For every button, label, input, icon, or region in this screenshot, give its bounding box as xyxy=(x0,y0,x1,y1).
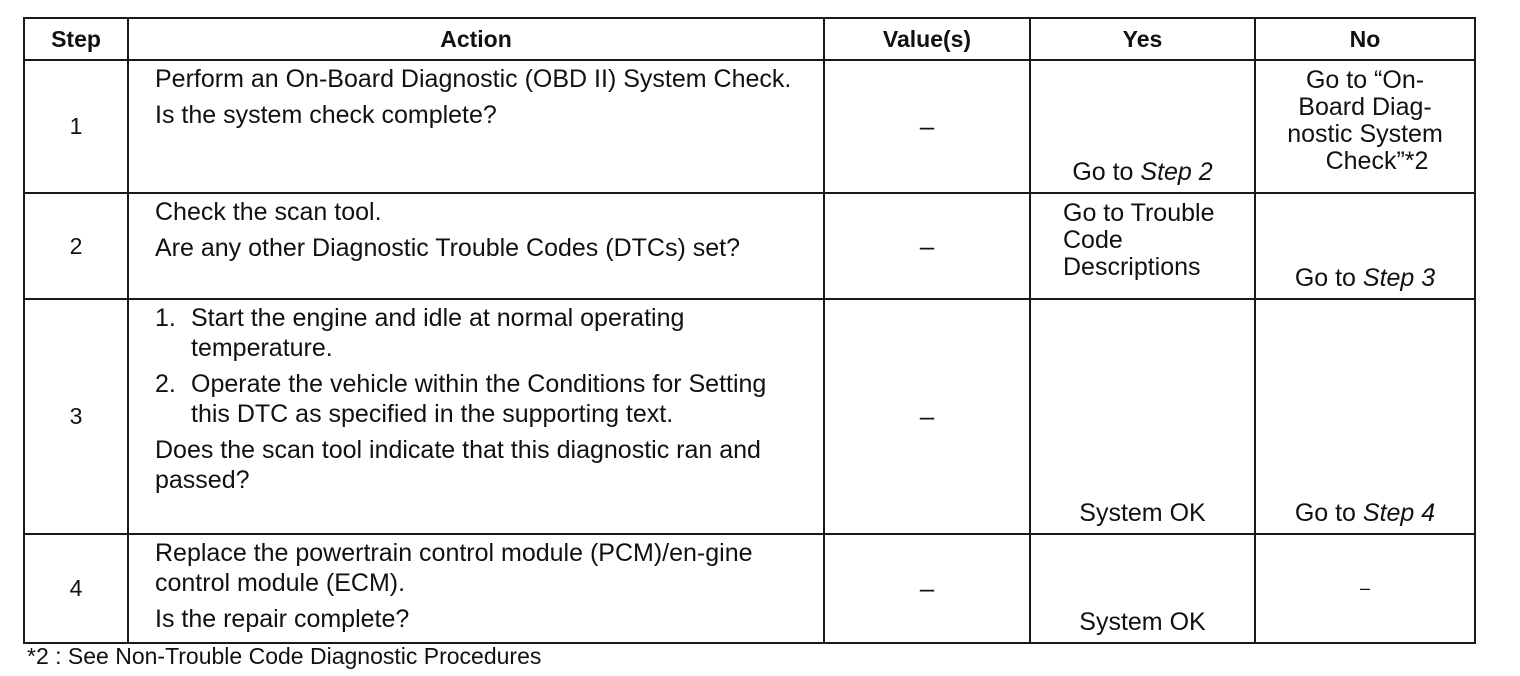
yes-cell xyxy=(1030,60,1255,193)
table-row xyxy=(24,534,1475,643)
header-action: Action xyxy=(128,18,824,60)
table-row xyxy=(24,299,1475,534)
yes-step-link[interactable]: Step 2 xyxy=(1140,158,1213,186)
list-item xyxy=(155,303,803,363)
action-question: Is the repair complete? xyxy=(155,605,410,633)
no-text-line: Check”*2 xyxy=(1325,147,1429,175)
no-prefix: Go to xyxy=(1294,264,1363,292)
value-cell: – xyxy=(824,534,1030,643)
no-reference[interactable] xyxy=(1264,67,1466,175)
action-instruction: Perform an On-Board Diagnostic (OBD II) System Check. xyxy=(155,65,792,93)
no-step-link[interactable]: Step 4 xyxy=(1362,499,1436,527)
table-row xyxy=(24,60,1475,193)
action-question: Does the scan tool indicate that this diagnostic ran and passed? xyxy=(155,436,761,494)
value-cell: – xyxy=(824,299,1030,534)
value-cell: – xyxy=(824,60,1030,193)
no-cell xyxy=(1255,299,1475,534)
yes-prefix: Go to xyxy=(1072,158,1141,186)
action-question: Is the system check complete? xyxy=(155,101,497,129)
no-text-line: Board Diag- xyxy=(1298,93,1432,121)
yes-text-line: Descriptions xyxy=(1063,253,1201,281)
yes-cell xyxy=(1030,534,1255,643)
list-item-number: 2. xyxy=(155,370,176,398)
yes-cell xyxy=(1030,299,1255,534)
action-question: Are any other Diagnostic Trouble Codes (DTCs) set? xyxy=(155,234,740,262)
yes-reference[interactable] xyxy=(1063,200,1248,281)
list-item-text: Start the engine and idle at normal operating temperature. xyxy=(191,304,685,362)
header-values: Value(s) xyxy=(824,18,1030,60)
header-no: No xyxy=(1255,18,1475,60)
step-number: 2 xyxy=(24,193,128,299)
action-cell xyxy=(128,60,824,193)
footnote: *2 : See Non-Trouble Code Diagnostic Procedures xyxy=(27,643,542,669)
action-cell xyxy=(128,534,824,643)
value-cell: – xyxy=(824,193,1030,299)
list-item-number: 1. xyxy=(155,304,176,332)
no-text-line: nostic System xyxy=(1287,120,1443,148)
yes-result: System OK xyxy=(1079,608,1206,636)
yes-text-line: Code xyxy=(1063,226,1123,254)
action-steps-list xyxy=(155,303,803,429)
table-row xyxy=(24,193,1475,299)
action-instruction: Check the scan tool. xyxy=(155,198,382,226)
no-prefix: Go to xyxy=(1294,499,1363,527)
action-instruction: Replace the powertrain control module (PCM)/en-gine control module (ECM). xyxy=(155,539,753,597)
action-cell xyxy=(128,193,824,299)
yes-result: System OK xyxy=(1079,499,1206,527)
no-cell xyxy=(1255,193,1475,299)
no-cell xyxy=(1255,60,1475,193)
yes-cell xyxy=(1030,193,1255,299)
header-row xyxy=(24,18,1475,60)
header-yes: Yes xyxy=(1030,18,1255,60)
step-number: 4 xyxy=(24,534,128,643)
action-cell xyxy=(128,299,824,534)
step-number: 1 xyxy=(24,60,128,193)
header-step: Step xyxy=(24,18,128,60)
diagnostic-table xyxy=(23,17,1476,644)
no-step-link[interactable]: Step 3 xyxy=(1362,264,1436,292)
list-item-text: Operate the vehicle within the Conditions for Setting this DTC as specified in the supporting text. xyxy=(191,370,767,428)
list-item xyxy=(155,369,803,429)
step-number: 3 xyxy=(24,299,128,534)
no-text-line: Go to “On- xyxy=(1305,66,1425,94)
yes-text-line: Go to Trouble xyxy=(1063,199,1215,227)
no-cell: – xyxy=(1255,534,1475,643)
